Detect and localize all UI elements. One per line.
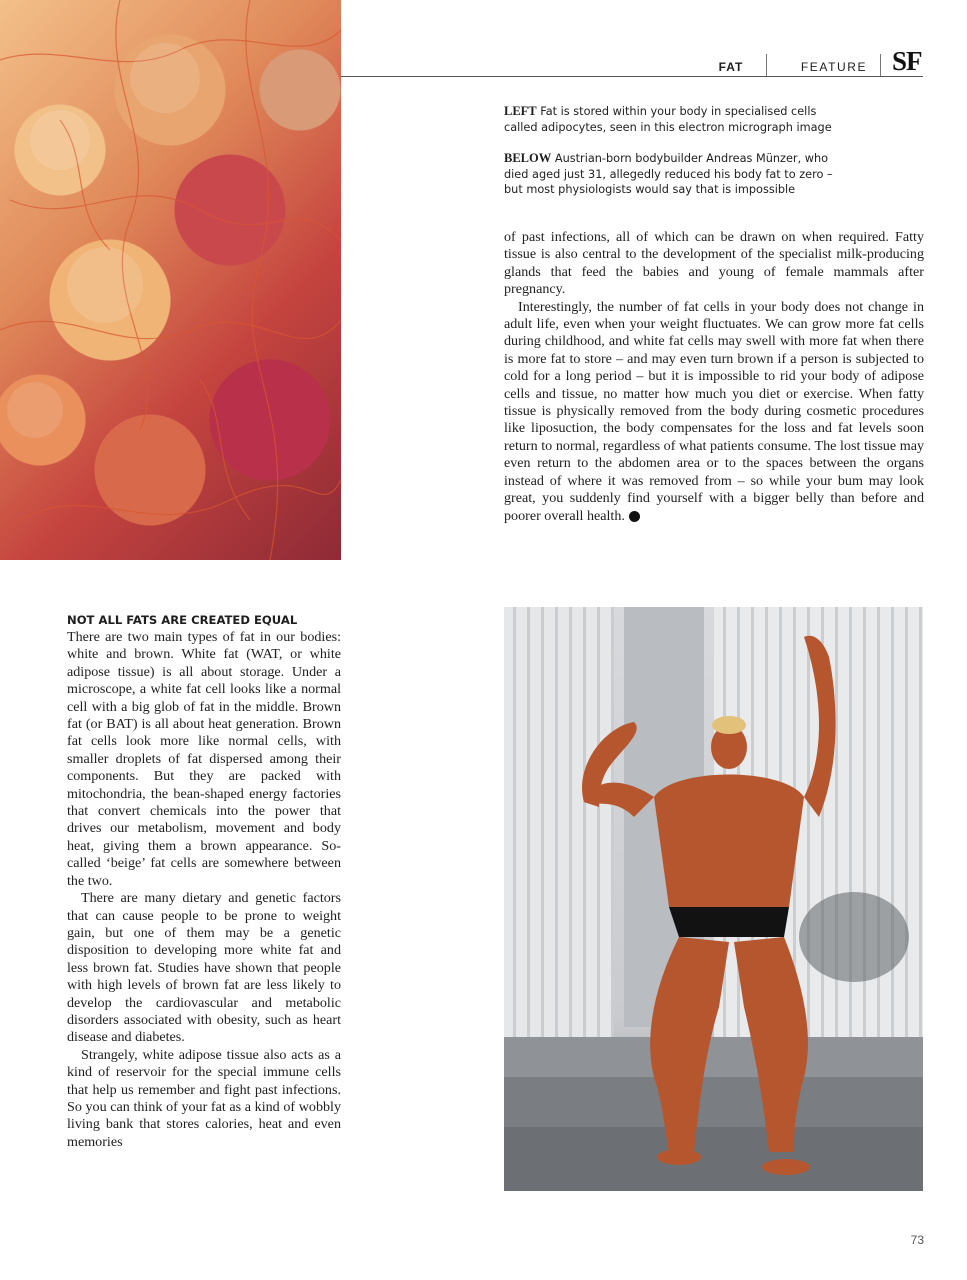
section-subhead: NOT ALL FATS ARE CREATED EQUAL (67, 613, 298, 627)
header-divider (766, 54, 767, 76)
article-column-left (67, 611, 341, 1151)
bodybuilder-illustration (504, 607, 923, 1191)
caption-text: Austrian-born bodybuilder Andreas Münzer, who died aged just 31, allegedly reduced his body fat to zero – but most physiologists would say that is impossible (504, 152, 833, 196)
paragraph: Strangely, white adipose tissue also acts as a kind of reservoir for the special immune cells that help us remember and fight past infections. So you can think of your fat as a kind of wobbly living bank that stores calories, heat and even memories (67, 1046, 341, 1150)
section-label: FAT (718, 60, 744, 74)
header-rule (341, 76, 923, 77)
bodybuilder-photo (504, 607, 923, 1191)
page-number: 73 (910, 1233, 924, 1247)
arrow-right-circle-icon: ▶ (629, 511, 640, 522)
header-divider (880, 54, 881, 76)
magazine-logo: SF (892, 46, 922, 76)
adipocyte-micrograph-image (0, 0, 341, 560)
paragraph: There are two main types of fat in our bodies: white and brown. White fat (WAT, or white adipose tissue) is all about storage. Under a microscope, a white fat cell looks like a normal cell with a big glob of fat in the middle. Brown fat (or BAT) is all about heat generation. Brown fat cells look more like normal cells, with smaller droplets of fat dispersed among their components. But they are packed with mitochondria, the bean-shaped energy factories that convert chemicals into the power that drives our metabolism, movement and body heat, giving them a brown appearance. So-called ‘beige’ fat cells are somewhere between the two. (67, 629, 341, 889)
paragraph-text: Interestingly, the number of fat cells in your body does not change in adult life, even when your weight fluctuates. We can grow more fat cells during childhood, and white fat cells may swell with more fat when there is more fat to store – and may even turn brown if a person is subjected to cold for a long period – but it is impossible to rid your body of adipose cells and tissue, no matter how much you diet or exercise. When fatty tissue is physically removed from the body during cosmetic procedures like liposuction, the body compensates for the loss and fat levels soon return to normal, regardless of what patients consume. The lost tissue may even return to the abdomen area or to the spaces between the organs instead of where it was removed from – so while your bum may look great, you suddenly find yourself with a bigger belly than before and poorer overall health. (504, 298, 924, 524)
fibre-strands (0, 0, 341, 560)
paragraph (504, 299, 924, 525)
category-label: FEATURE (800, 60, 868, 74)
caption-left (504, 104, 834, 135)
caption-below (504, 151, 834, 198)
article-column-right (504, 229, 924, 525)
hair (712, 716, 746, 734)
caption-tag: BELOW (504, 151, 552, 165)
paragraph: There are many dietary and genetic factors that can cause people to be prone to weight gain, but one of them may be a genetic disposition to developing more white fat and less brown fat. Studies have shown that people with high levels of brown fat are less likely to develop the cardiovascular and metabolic disorders associated with obesity, such as heart disease and diabetes. (67, 890, 341, 1046)
caption-tag: LEFT (504, 104, 537, 118)
paragraph: of past infections, all of which can be drawn on when required. Fatty tissue is also central to the development of the specialist milk-producing glands that feed the babies and young of female mammals after pregnancy. (504, 229, 924, 298)
caption-text: Fat is stored within your body in specialised cells called adipocytes, seen in this electron micrograph image (504, 105, 832, 134)
